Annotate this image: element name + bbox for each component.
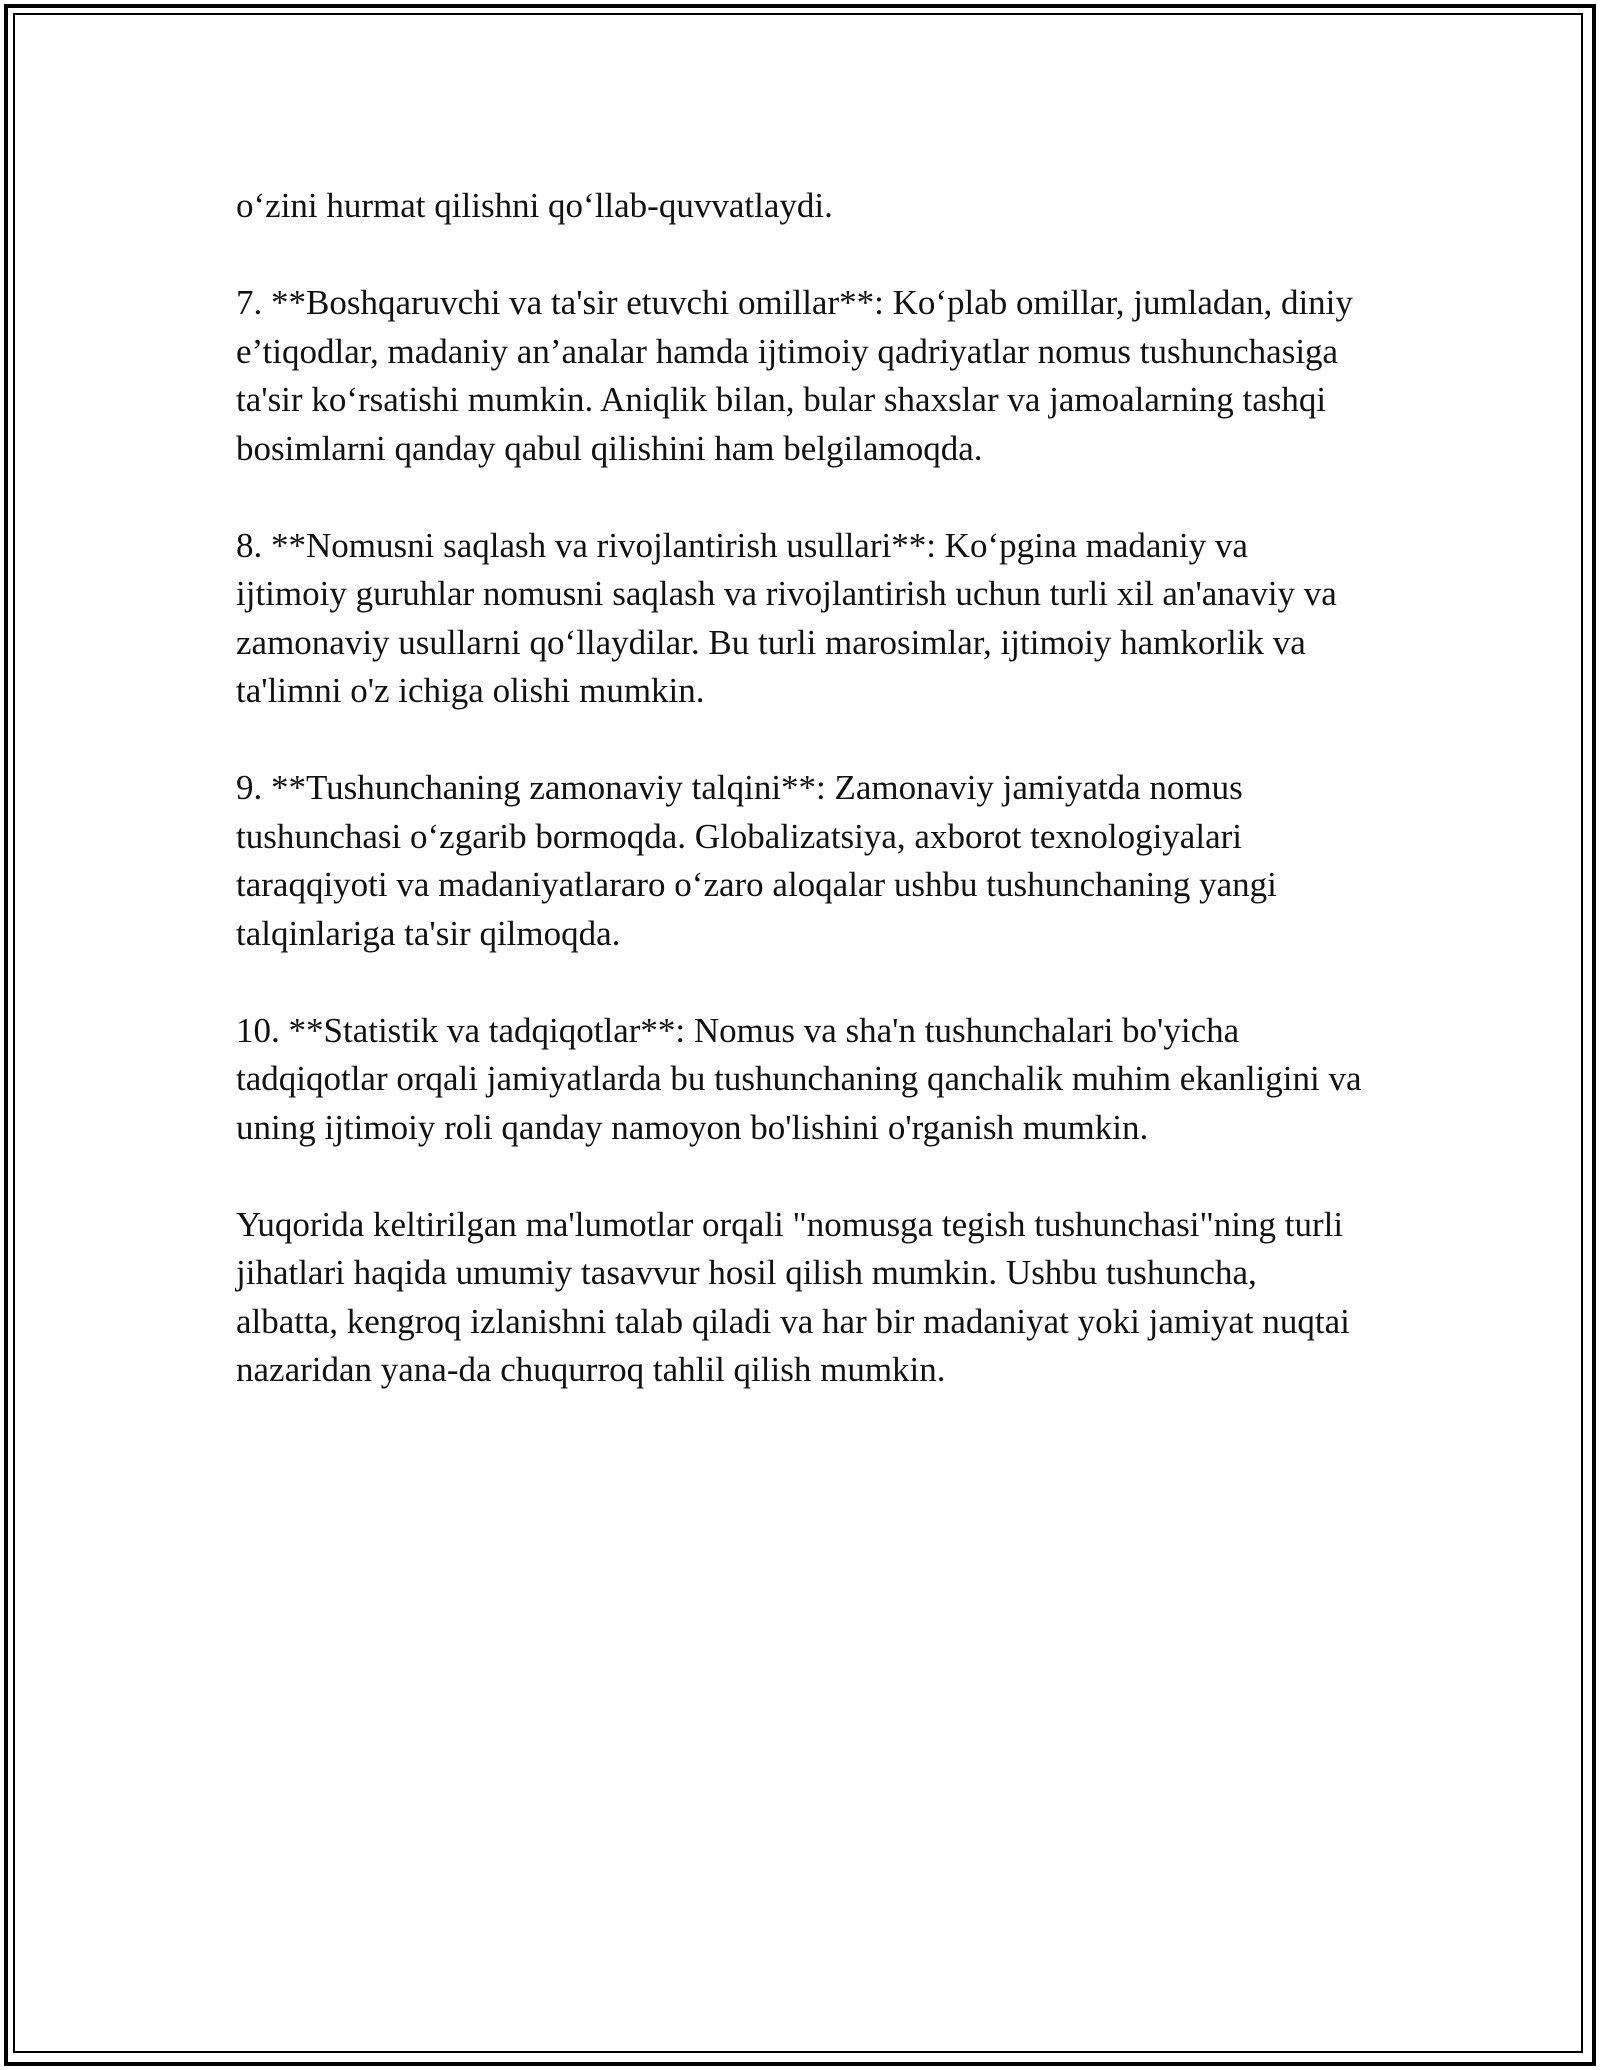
paragraph-item-10: 10. **Statistik va tadqiqotlar**: Nomus va sha'n tushunchalari bo'yicha tadqiqotlar orqali jamiyatlarda bu tushunchaning qanchalik muhim ekanligini va uning ijtimoiy roli qanday namoyon bo'lishini o'rganish mumkin. (236, 1010, 1362, 1147)
paragraph-item-8: 8. **Nomusni saqlash va rivojlantirish usullari**: Ko‘pgina madaniy va ijtimoiy guruhlar nomusni saqlash va rivojlantirish uchun turli xil an'anaviy va zamonaviy usullarni qo‘llaydilar. Bu turli marosimlar, ijtimoiy hamkorlik va ta'limni o'z ichiga olishi mumkin. (236, 525, 1337, 710)
paragraph-item-7: 7. **Boshqaruvchi va ta'sir etuvchi omillar**: Ko‘plab omillar, jumladan, diniy e’tiqodlar, madaniy an’analar hamda ijtimoiy qadriyatlar nomus tushunchasiga ta'sir ko‘rsatishi mumkin. Aniqlik bilan, bular shaxslar va jamoalarning tashqi bosimlarni qanday qabul qilishini ham belgilamoqda. (236, 283, 1353, 468)
document-body (236, 182, 1366, 1443)
paragraph-item-9: 9. **Tushunchaning zamonaviy talqini**: Zamonaviy jamiyatda nomus tushunchasi o‘zgarib bormoqda. Globalizatsiya, axborot texnologiyalari taraqqiyoti va madaniyatlararo o‘zaro aloqalar ushbu tushunchaning yangi talqinlariga ta'sir qilmoqda. (236, 768, 1277, 953)
paragraph-continuation: o‘zini hurmat qilishni qo‘llab-quvvatlaydi. (236, 186, 833, 225)
paragraph-conclusion: Yuqorida keltirilgan ma'lumotlar orqali "nomusga tegish tushunchasi"ning turli jihatlari haqida umumiy tasavvur hosil qilish mumkin. Ushbu tushuncha, albatta, kengroq izlanishni talab qiladi va har bir madaniyat yoki jamiyat nuqtai nazaridan yana-da chuqurroq tahlil qilish mumkin. (236, 1204, 1350, 1389)
